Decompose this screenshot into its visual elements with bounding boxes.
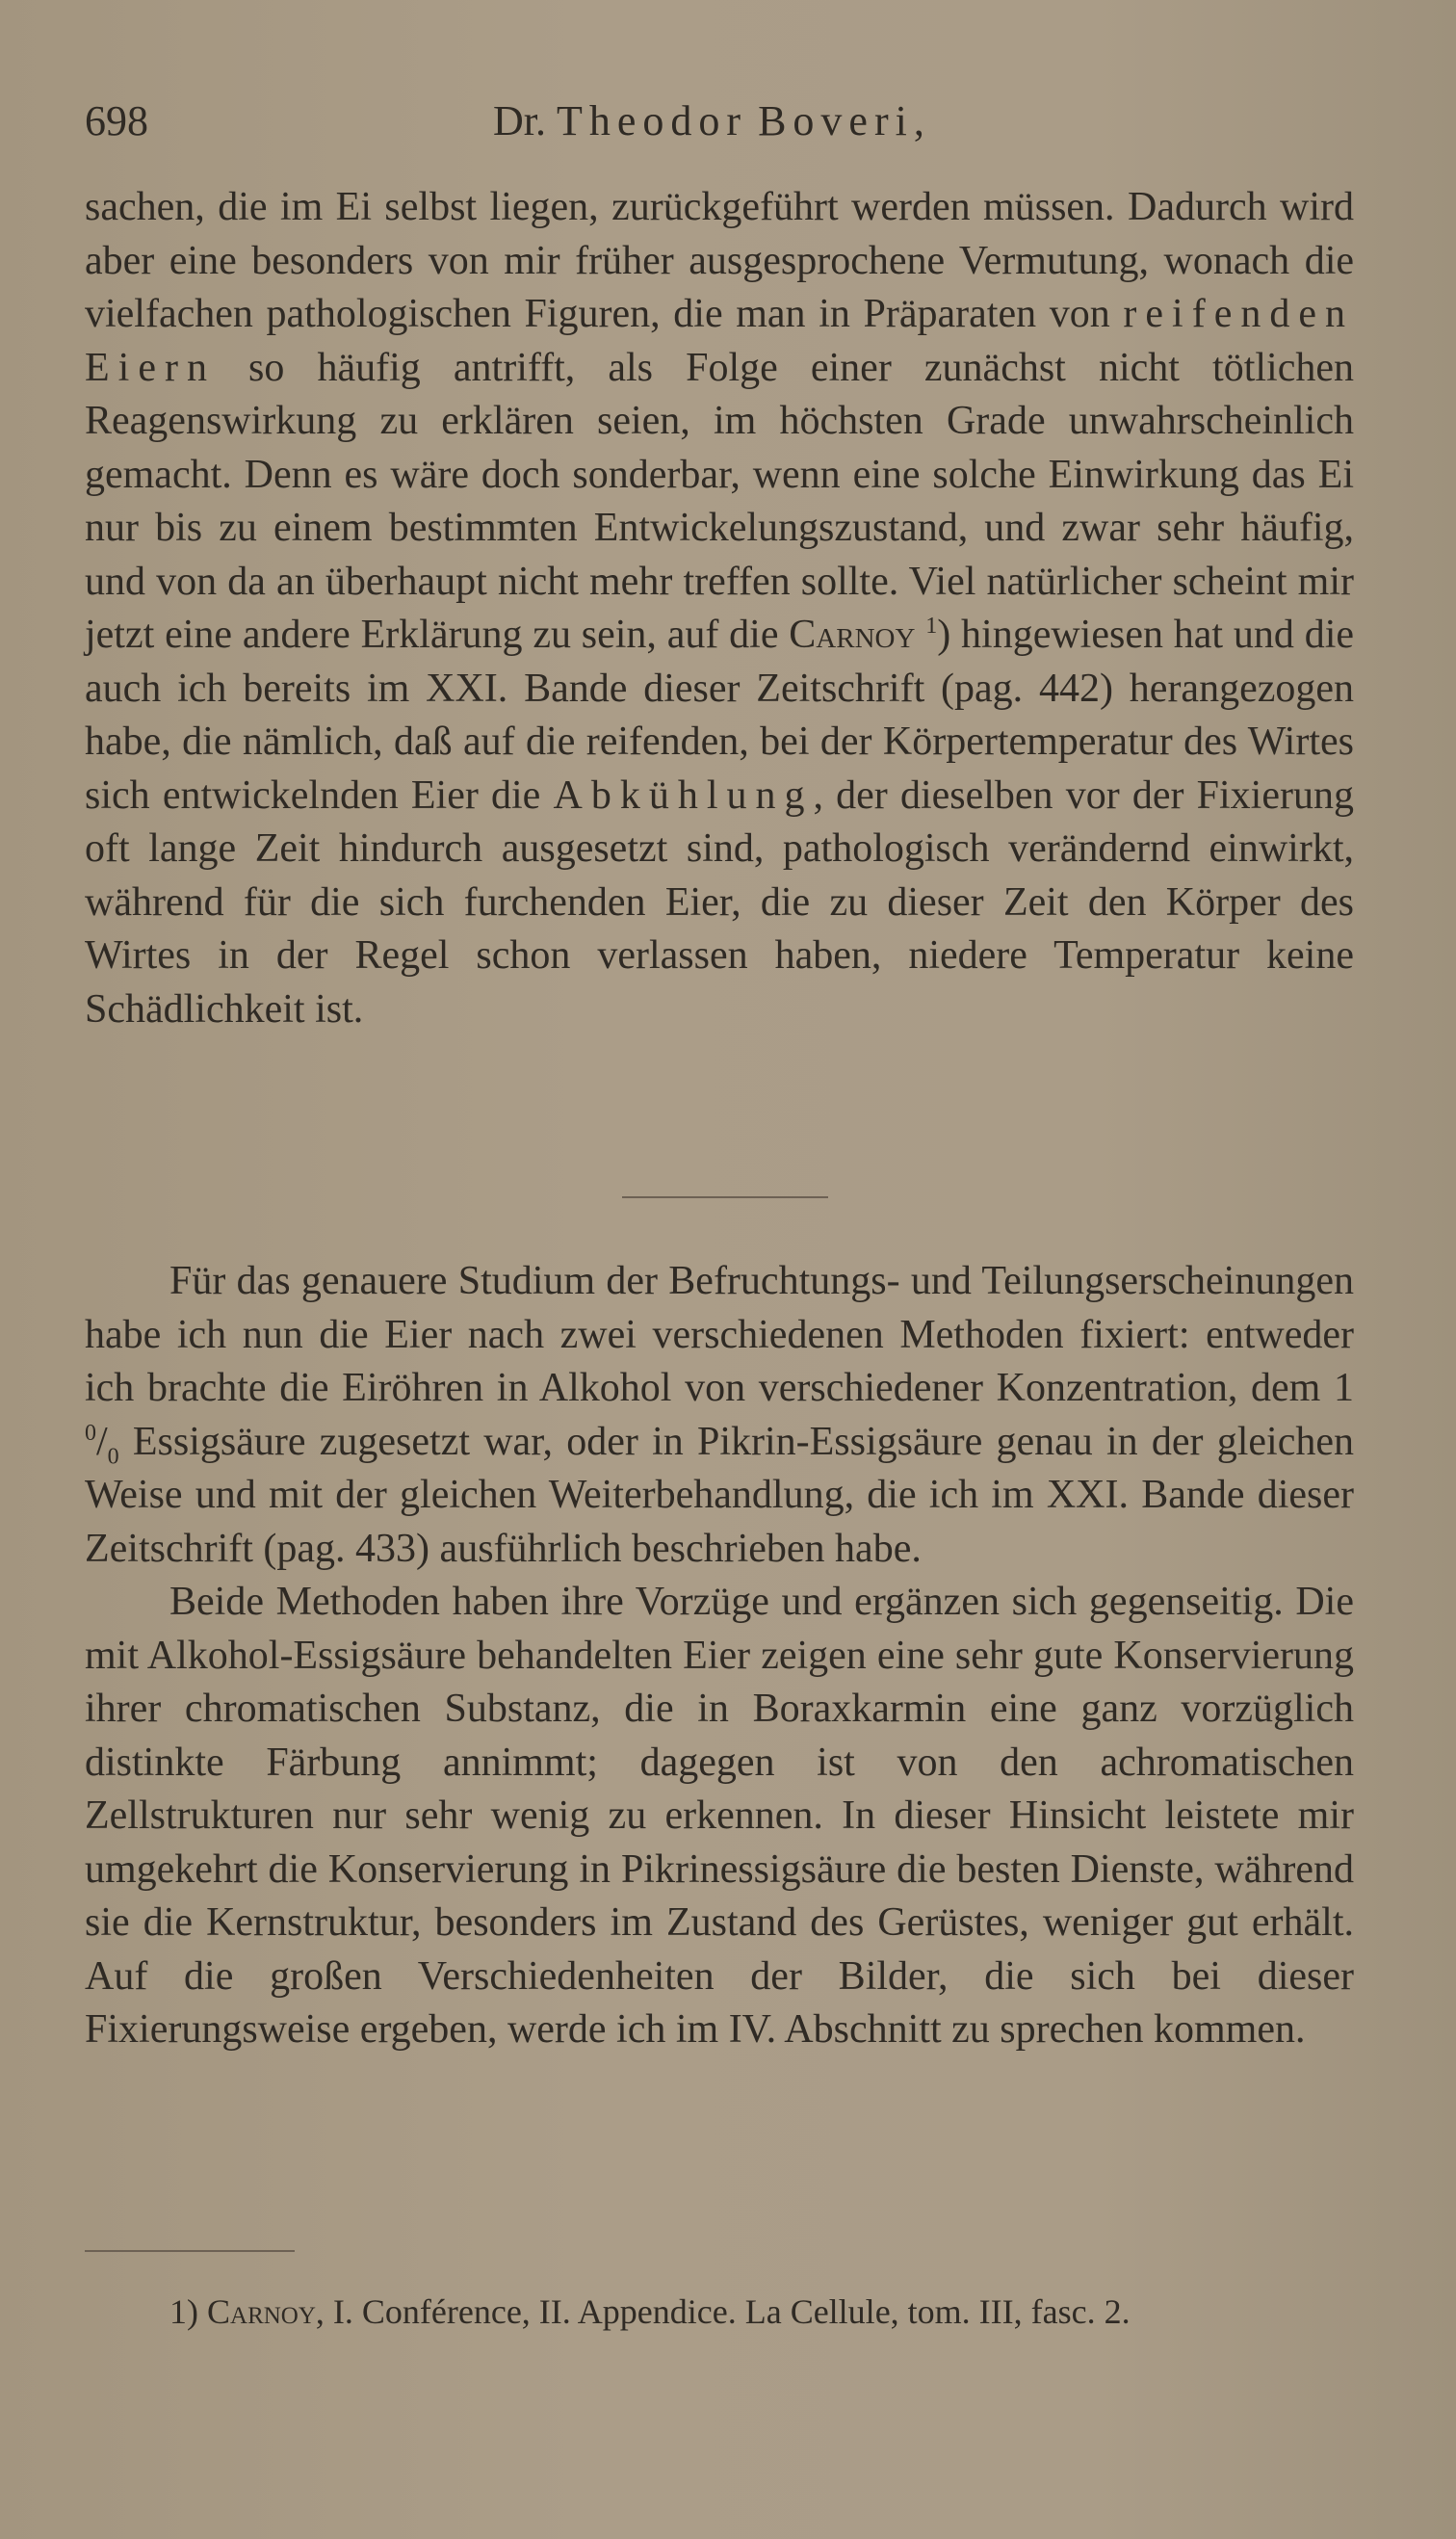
section-two: [85, 1255, 1354, 2057]
emphasis-abkuehlung: Abkühlung: [553, 772, 814, 818]
emphasis-reifenden-eiern: reifenden Eiern: [85, 292, 1354, 390]
paragraph-text: so häufig antrifft, als Folge einer zunächst nicht tötlichen Reagenswirkung zu erklären seien, im höchsten Grade unwahrscheinlich gemacht. Denn es wäre doch sonderbar, wenn eine solche Einwirkung das Ei nur bis zu einem bestimmten Entwickelungszustand, und zwar sehr häufig, und von da an überhaupt nicht mehr treffen sollte. Viel natürlicher scheint mir jetzt eine andere Erklärung zu sein, auf die: [85, 345, 1354, 657]
paragraph-text: sachen, die im Ei selbst liegen, zurückgeführt werden müssen. Dadurch wird aber eine besonders von mir früher ausgesprochene Vermutung, wonach die vielfachen pathologischen Figuren, die man in Präparaten von: [85, 185, 1354, 336]
paragraph-text: ) hingewiesen hat und die auch ich bereits im XXI. Bande dieser Zeitschrift (pag. 442) herangezogen habe, die nämlich, daß auf die reifenden, bei der Körpertemperatur des Wirtes sich entwickelnden Eier die: [85, 613, 1355, 818]
author-name-carnoy: Carnoy: [789, 613, 916, 657]
author-first-name: Theodor: [557, 97, 748, 144]
footnote: [85, 2288, 1354, 2336]
paragraph-text: , der dieselben vor der Fixierung oft lange Zeit hindurch ausgesetzt sind, pathologisch verändernd einwirkt, während für die sich furchenden Eier, die zu dieser Zeit den Körper des Wirtes in der Regel schon verlassen haben, niedere Temperatur keine Schädlichkeit ist.: [85, 772, 1354, 1032]
author-suffix: ,: [913, 97, 924, 144]
percent-sign-sup: 0: [85, 1420, 96, 1446]
paragraph-method-comparison: Beide Methoden haben ihre Vorzüge und ergänzen sich gegenseitig. Die mit Alkohol-Essigsäure behandelten Eier zeigen eine sehr gute Konservierung ihrer chromatischen Substanz, die in Boraxkarmin eine ganz vorzüglich distinkte Färbung annimmt; dagegen ist von den achromatischen Zellstrukturen nur sehr wenig zu erkennen. In dieser Hinsicht leistete mir umgekehrt die Konservierung in Pikrinessigsäure die besten Dienste, während sie die Kernstruktur, besonders im Zustand des Gerüstes, weniger gut erhält. Auf die großen Verschiedenheiten der Bilder, die sich bei dieser Fixierungsweise ergeben, werde ich im IV. Abschnitt zu sprechen kommen.: [85, 1580, 1354, 2052]
footnote-divider: [85, 2250, 295, 2252]
author-last-name: Boveri: [758, 97, 914, 144]
paragraph-text: Essigsäure zugesetzt war, oder in Pikrin-Essigsäure genau in der gleichen Weise und mit der gleichen Weiterbehandlung, die ich im XXI. Bande dieser Zeitschrift (pag. 433) ausführlich beschrieben habe.: [85, 1419, 1354, 1571]
footnote-text: [85, 2288, 1354, 2336]
section-divider: [622, 1196, 828, 1198]
author-prefix: Dr.: [493, 97, 557, 144]
percent-sign-sub: 0: [107, 1443, 119, 1469]
paragraph-fixation-methods: [85, 1255, 1354, 1576]
percent-sign-slash: /: [96, 1419, 108, 1464]
paragraph-continuation: [85, 181, 1354, 1036]
paragraph-text: Für das genauere Studium der Befruchtungs- und Teilungserscheinungen habe ich nun die Eier nach zwei verschiedenen Methoden fixiert: entweder ich brachte die Eiröhren in Alkohol von verschiedener Konzentration, dem 1: [85, 1259, 1354, 1410]
footnote-reference[interactable]: 1: [925, 614, 938, 639]
footnote-citation: , I. Conférence, II. Appendice. La Cellule, tom. III, fasc. 2.: [315, 2292, 1131, 2331]
running-head: [493, 96, 924, 145]
section-one: [85, 181, 1354, 1036]
page-number: 698: [85, 97, 148, 144]
footnote-number: 1): [169, 2292, 198, 2331]
footnote-author-carnoy: Carnoy: [207, 2292, 316, 2331]
page-header: [85, 89, 1356, 156]
